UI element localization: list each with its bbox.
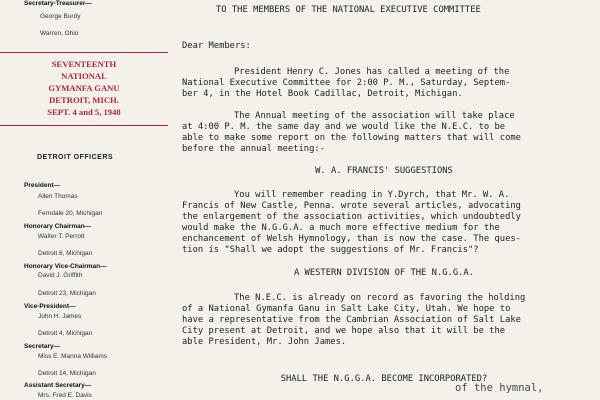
- paragraph-1-line: President Henry C. Jones has called a meeting of the: [234, 67, 510, 77]
- officer-role-president: President—: [24, 182, 61, 189]
- section-heading-incorporation: SHALL THE N.G.G.A. BECOME INCORPORATED?: [280, 374, 488, 384]
- convention-line5: SEPT. 4 and 5, 1948: [47, 107, 121, 117]
- paragraph-2-line: able to make some report on the following matters that will come: [182, 133, 521, 143]
- secretary-treasurer-role: Secretary-Treasurer—: [24, 0, 92, 7]
- officer-role-honorary-vice-chairman: Honorary Vice-Chairman—: [24, 263, 107, 270]
- paragraph-3-line: You will remember reading in Y.Dyrch, that Mr. W. A.: [234, 190, 510, 200]
- officer-address-president: Ferndale 20, Michigan: [38, 210, 103, 217]
- officers-title: DETROIT OFFICERS: [37, 154, 114, 161]
- convention-line1: SEVENTEENTH: [51, 59, 117, 69]
- officer-address-honorary-vice-chairman: Detroit 23, Michigan: [38, 290, 96, 297]
- handwritten-margin-note: of the hymnal,: [455, 382, 544, 394]
- paragraph-3-line: enchancement of Welsh Hymnology, than is now the case. The ques-: [182, 234, 521, 244]
- paragraph-2-line: before the annual meeting:-: [182, 144, 325, 154]
- paragraph-3-line: Francis of New Castle, Penna. wrote several articles, advocating: [182, 201, 521, 211]
- paragraph-4-line: of a National Gymanfa Ganu in Salt Lake City, Utah. We hope to: [182, 304, 511, 314]
- convention-line3: GYMANFA GANU: [48, 83, 120, 93]
- section-heading-francis: W. A. FRANCIS' SUGGESTIONS: [315, 166, 453, 176]
- officer-address-vice-president: Detroit 4, Michigan: [38, 330, 93, 337]
- paragraph-3-line: tion is "Shall we adopt the suggestions of Mr. Francis"?: [182, 245, 479, 255]
- officer-address-honorary-chairman: Detroit 6, Michigan: [38, 250, 93, 257]
- paragraph-3-line: would make the N.G.G.A. a much more effective medium for the: [182, 223, 500, 233]
- salutation: Dear Members:: [182, 41, 251, 51]
- paragraph-2-line: The Annual meeting of the association will take place: [234, 111, 515, 121]
- officer-name-honorary-vice-chairman: David J. Griffith: [38, 272, 83, 279]
- letterhead-sidebar: [0, 0, 168, 400]
- paragraph-3-line: the enlargement of the association activities, which undoubtedly: [182, 212, 521, 222]
- officer-address-secretary: Detroit 14, Michigan: [38, 370, 96, 377]
- paragraph-2-line: at 4:00 P. M. the same day and we would like the N.E.C. to be: [182, 122, 506, 132]
- officer-name-vice-president: John H. James: [38, 313, 82, 320]
- paragraph-1-line: National Executive Committee for 2:00 P. M., Saturday, Septem-: [182, 78, 511, 88]
- secretary-treasurer-city: Warren, Ohio: [40, 30, 79, 37]
- officer-name-assistant-secretary: Mrs. Fred E. Davis: [38, 392, 92, 399]
- letter-title: TO THE MEMBERS OF THE NATIONAL EXECUTIVE COMMITTEE: [216, 5, 481, 15]
- officer-role-vice-president: Vice-President—: [24, 303, 76, 310]
- officer-role-assistant-secretary: Assistant Secretary—: [24, 382, 92, 389]
- officer-name-secretary: Miss E. Manna Williams: [38, 353, 107, 360]
- divider-red-bottom: [0, 125, 168, 126]
- officer-role-secretary: Secretary—: [24, 343, 61, 350]
- officer-name-honorary-chairman: Walter T. Perrott: [38, 233, 85, 240]
- divider-red-top: [0, 52, 168, 53]
- convention-line2: NATIONAL: [61, 71, 107, 81]
- officer-role-honorary-chairman: Honorary Chairman—: [24, 223, 92, 230]
- letter-body: [168, 0, 600, 400]
- paragraph-4-line: have a representative from the Cambrian Association of Salt Lake: [182, 315, 521, 325]
- paragraph-4-line: The N.E.C. is already on record as favoring the holding: [234, 293, 526, 303]
- officer-name-president: Allen Thomas: [38, 193, 78, 200]
- paragraph-4-line: able President, Mr. John James.: [182, 337, 347, 347]
- convention-line4: DETROIT, MICH.: [49, 95, 119, 105]
- section-heading-western-division: A WESTERN DIVISION OF THE N.G.G.A.: [293, 268, 475, 278]
- paragraph-4-line: City present at Detroit, and we hope also that it will be the: [182, 326, 506, 336]
- secretary-treasurer-name: George Burdy: [40, 13, 81, 20]
- paragraph-1-line: ber 4, in the Hotel Book Cadillac, Detroit, Michigan.: [182, 89, 463, 99]
